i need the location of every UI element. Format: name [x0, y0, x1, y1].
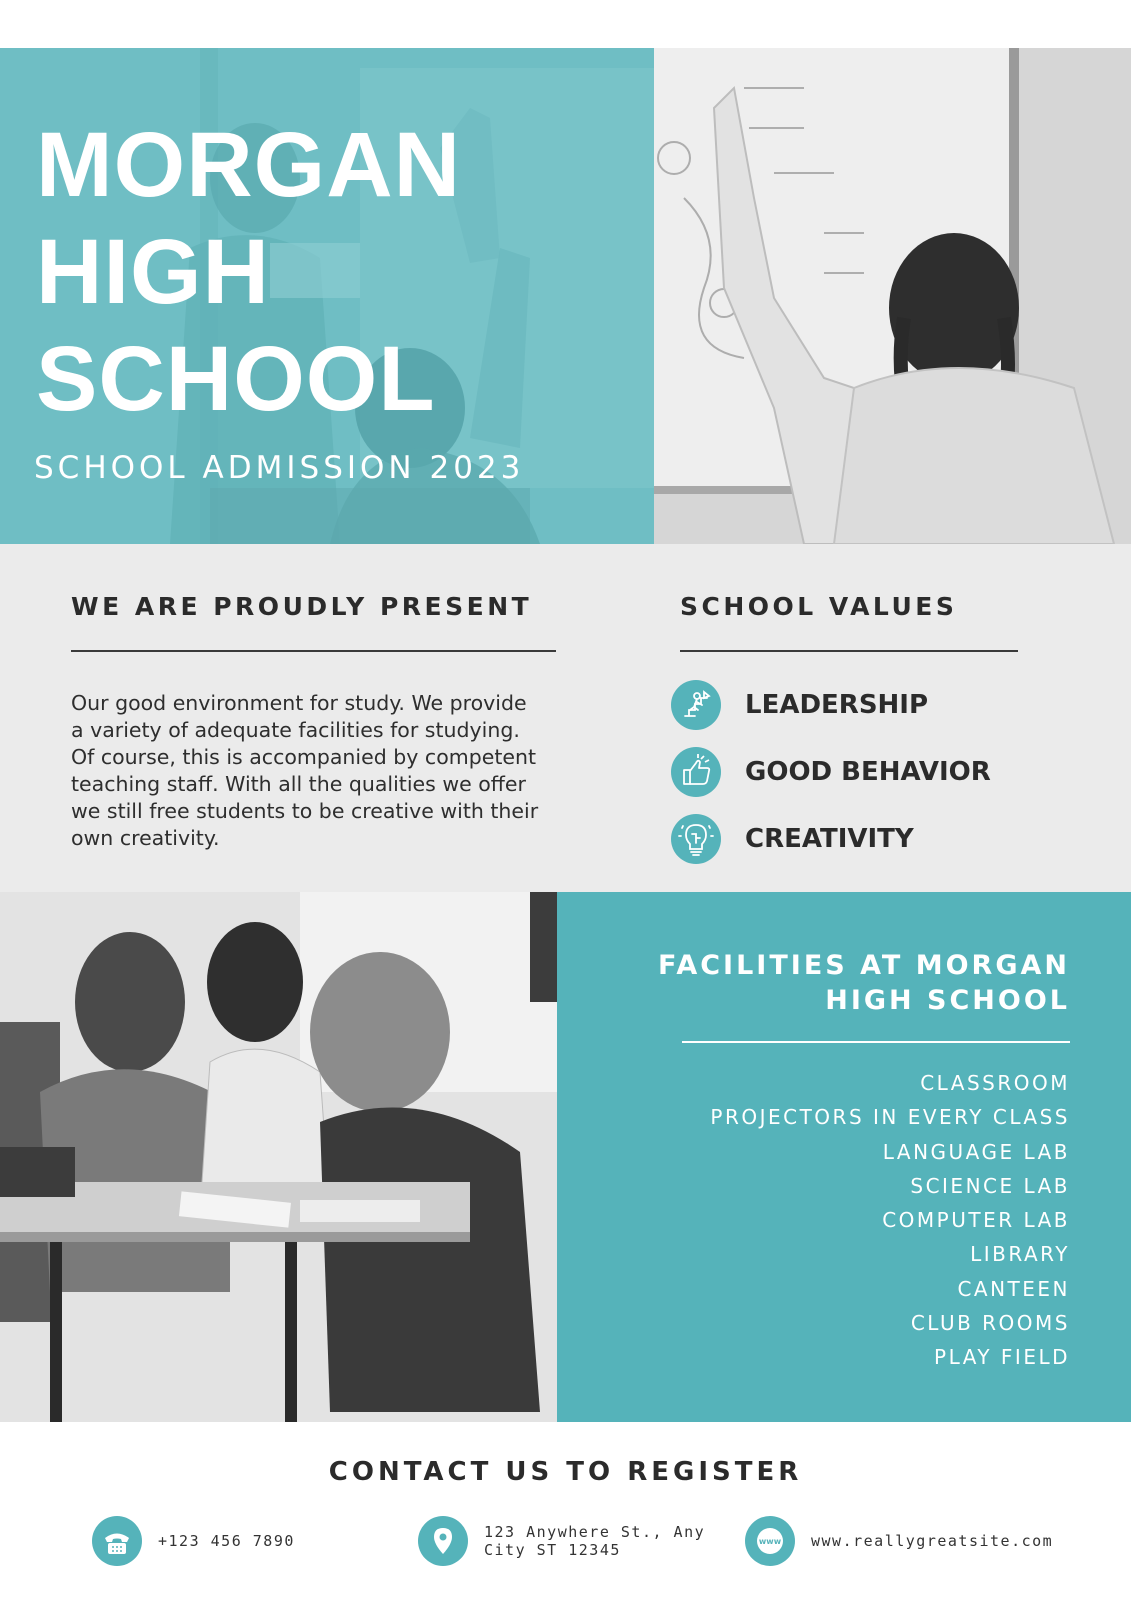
value-label: LEADERSHIP	[745, 690, 929, 720]
hero-section	[0, 48, 1131, 544]
title-line: MORGAN	[36, 114, 462, 216]
divider	[682, 1041, 1070, 1043]
students-studying-photo	[0, 892, 557, 1422]
thumbs-up-icon	[671, 747, 721, 797]
facility-item: CLASSROOM	[920, 1071, 1070, 1095]
lightbulb-icon	[671, 814, 721, 864]
value-label: GOOD BEHAVIOR	[745, 757, 991, 787]
contact-heading: CONTACT US TO REGISTER	[328, 1457, 803, 1487]
present-description: Our good environment for study. We provide a variety of adequate facilities for studying. Of course, this is accompanied by competent teaching staff. With all the qualities we offer we still free students to be creative with their own creativity.	[71, 691, 539, 850]
facility-item: LIBRARY	[970, 1242, 1070, 1267]
facilities-heading	[630, 948, 1070, 1018]
admission-subtitle: SCHOOL ADMISSION 2023	[34, 450, 525, 486]
phone-icon	[92, 1516, 142, 1566]
facility-item: PROJECTORS IN EVERY CLASS	[710, 1105, 1070, 1130]
facilities-list	[710, 1066, 1070, 1375]
school-name-title	[36, 112, 461, 433]
facility-item: CLUB ROOMS	[910, 1311, 1070, 1336]
website-url: www.reallygreatsite.com	[811, 1532, 1054, 1550]
svg-text:www: www	[758, 1537, 782, 1546]
address-line: City ST 12345	[484, 1541, 621, 1559]
location-pin-icon	[418, 1516, 468, 1566]
facilities-section	[0, 892, 1131, 1422]
present-heading: WE ARE PROUDLY PRESENT	[71, 592, 533, 621]
divider	[680, 650, 1018, 652]
facility-item: COMPUTER LAB	[882, 1208, 1070, 1233]
value-item-leadership	[671, 680, 1071, 732]
value-label: CREATIVITY	[745, 824, 914, 854]
value-item-good-behavior	[671, 747, 1071, 799]
title-line: HIGH	[36, 221, 270, 323]
leadership-icon	[671, 680, 721, 730]
values-heading: SCHOOL VALUES	[680, 592, 958, 621]
facility-item: SCIENCE LAB	[910, 1173, 1070, 1198]
facility-item: PLAY FIELD	[934, 1345, 1070, 1370]
phone-number: +123 456 7890	[158, 1532, 295, 1550]
student-raising-hand-photo	[654, 48, 1131, 544]
globe-web-icon	[745, 1516, 795, 1566]
divider	[71, 650, 556, 652]
address-line: 123 Anywhere St., Any	[484, 1523, 706, 1541]
facilities-heading-line: FACILITIES AT MORGAN	[658, 950, 1070, 981]
facilities-panel	[557, 892, 1131, 1422]
value-item-creativity	[671, 814, 1071, 866]
title-line: SCHOOL	[36, 328, 436, 430]
facilities-heading-line: HIGH SCHOOL	[825, 985, 1070, 1016]
about-section	[0, 544, 1131, 892]
hero-photo-teal	[0, 48, 654, 544]
facility-item: LANGUAGE LAB	[882, 1139, 1070, 1164]
facility-item: CANTEEN	[957, 1276, 1070, 1301]
